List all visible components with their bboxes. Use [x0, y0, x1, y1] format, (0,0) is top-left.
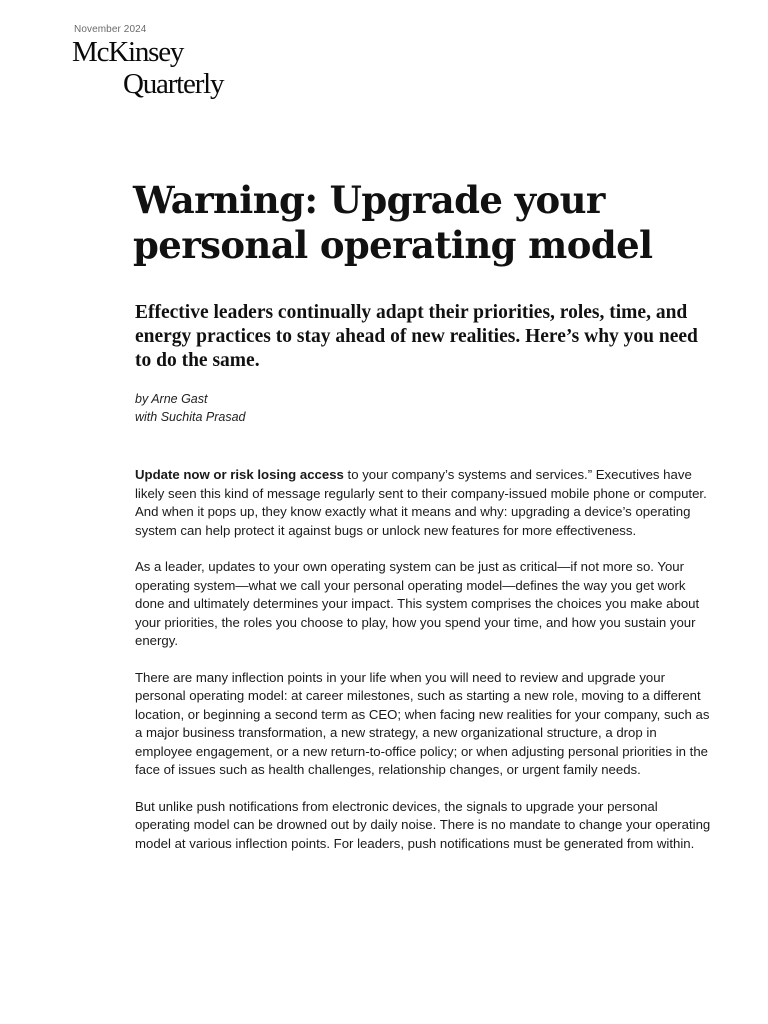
paragraph-text: There are many inflection points in your life when you will need to review and upgrade your personal operating model: at career milestones, such as starting a new role, moving to a different location, or beginning a second term as CEO; when facing new realities for your company, such as a major business transformation, a new strategy, a new organizational structure, a drop in employee engagement, or a new return-to-office policy; or when adjusting personal priorities in the face of issues such as health challenges, relationship changes, or urgent family needs.: [135, 669, 710, 777]
paragraph-text: to your company’s systems and services.” Executives have likely seen this kind of message regularly sent to their company-issued mobile phone or computer. And when it pops up, they know exactly what it means and why: upgrading a device’s operating system can help protect it against bugs or unlock new features for more effectiveness.: [135, 467, 707, 538]
article-body: [135, 466, 715, 871]
article-title: Warning: Upgrade your personal operating model: [133, 178, 653, 267]
byline-contributor: with Suchita Prasad: [135, 409, 246, 424]
paragraph-lead-in: Update now or risk losing access: [135, 467, 344, 482]
body-paragraph: [135, 466, 715, 540]
paragraph-text: But unlike push notifications from electronic devices, the signals to upgrade your personal operating model can be drowned out by daily noise. There is no mandate to change your operating model at various inflection points. For leaders, push notifications must be generated from within.: [135, 798, 711, 851]
byline-author: by Arne Gast: [135, 392, 208, 406]
publication-logo: [72, 38, 223, 99]
logo-line-1: McKinsey: [72, 36, 184, 68]
body-paragraph: [135, 798, 715, 854]
logo-line-2: Quarterly: [123, 68, 224, 100]
paragraph-text: As a leader, updates to your own operating system can be just as critical—if not more so. Your operating system—what we call your personal operating model—defines the way you get work done and ultimately determines your impact. This system comprises the choices you make about your priorities, the roles you choose to play, how you spend your time, and how you sustain your energy.: [135, 559, 700, 648]
issue-date: November 2024: [74, 24, 147, 35]
body-paragraph: [135, 558, 715, 651]
article-dek: Effective leaders continually adapt their priorities, roles, time, and energy practices to stay ahead of new realities. Here’s why you need to do the same.: [135, 302, 698, 371]
byline: [135, 391, 245, 426]
body-paragraph: [135, 669, 715, 780]
